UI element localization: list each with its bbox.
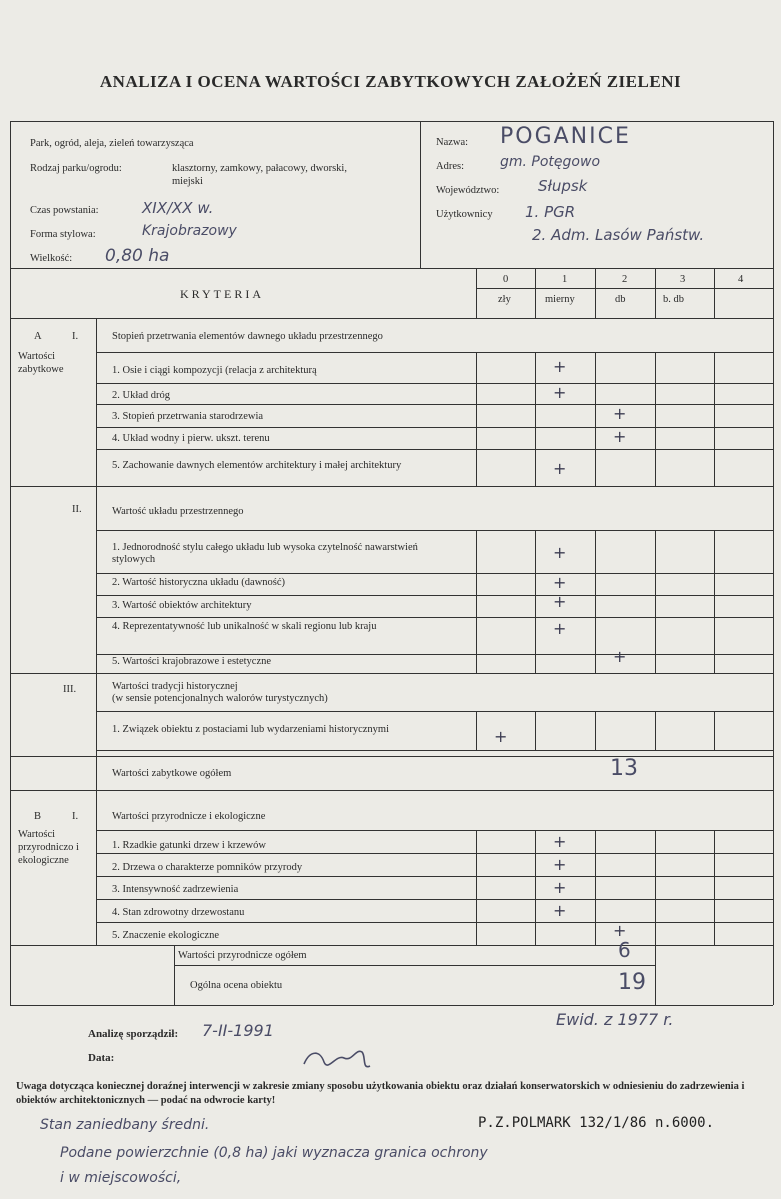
criteria-header-bottom (10, 318, 773, 319)
handwritten-note-3: i w miejscowości, (60, 1170, 182, 1186)
mark-a2-4: + (553, 619, 567, 638)
grid-line (476, 530, 477, 673)
grid-line (96, 404, 773, 405)
section-a-code: A (34, 331, 42, 342)
grid-line (655, 711, 656, 750)
mark-a2-5: + (613, 647, 627, 666)
section-a-roman2: II. (72, 504, 82, 515)
grid-line (714, 711, 715, 750)
users-value-1: 1. PGR (525, 203, 576, 221)
grid-line (174, 945, 175, 1005)
a2-item-2: 2. Wartość historyczna układu (dawność) (112, 577, 286, 588)
criteria-subheader-line (476, 288, 773, 289)
grid-line (714, 352, 715, 486)
col-1: 1 (562, 274, 568, 285)
park-kind-options: klasztorny, zamkowy, pałacowy, dworski, (172, 163, 347, 174)
b1-item-1: 1. Rzadkie gatunki drzew i krzewów (112, 840, 266, 851)
grid-line (10, 790, 773, 791)
grid-line (595, 268, 596, 318)
size-label: Wielkość: (30, 253, 73, 264)
creation-time-value: XIX/XX w. (142, 199, 214, 217)
section-a-name: Wartości zabytkowe (18, 351, 64, 375)
grid-line (714, 830, 715, 945)
section-a-roman3: III. (63, 684, 77, 695)
a3-item-1: 1. Związek obiektu z postaciami lub wydarzeniami historycznymi (112, 724, 389, 735)
grid-line (595, 352, 596, 486)
frame-top (10, 121, 773, 122)
frame-bottom (10, 1005, 773, 1006)
signature (300, 1040, 380, 1080)
handwritten-note-1: Stan zaniedbany średni. (40, 1117, 210, 1133)
mark-a1-2: + (553, 383, 567, 402)
frame-left (10, 121, 11, 1005)
section-a-roman1: I. (72, 331, 79, 342)
grid-line (655, 530, 656, 673)
col-3-name: b. db (663, 294, 684, 305)
grid-line (96, 427, 773, 428)
grid-line (96, 830, 773, 831)
section-b-code: B (34, 811, 42, 822)
a2-item-4: 4. Reprezentatywność lub unikalność w skali regionu lub kraju (112, 621, 377, 632)
date-label: Data: (88, 1052, 115, 1064)
a2-item-3: 3. Wartość obiektów architektury (112, 600, 252, 611)
park-kind-options-2: miejski (172, 176, 203, 187)
section-a-total-label: Wartości zabytkowe ogółem (112, 768, 232, 779)
col-3: 3 (680, 274, 686, 285)
grid-line (174, 965, 655, 966)
grid-line (10, 756, 773, 757)
criteria-heading: KRYTERIA (180, 287, 264, 301)
voivodeship-value: Słupsk (538, 177, 588, 195)
grid-line (96, 654, 773, 655)
grid-line (655, 352, 656, 486)
col-2-name: db (615, 294, 626, 305)
group-a1-title: Stopień przetrwania elementów dawnego układu przestrzennego (112, 331, 383, 342)
overall-value: 19 (618, 970, 646, 995)
mark-a1-3: + (613, 404, 627, 423)
park-kind-label: Rodzaj parku/ogrodu: (30, 163, 122, 174)
grid-line (96, 595, 773, 596)
b1-item-3: 3. Intensywność zadrzewienia (112, 884, 239, 895)
header-divider (420, 121, 421, 268)
a1-item-2: 2. Układ dróg (112, 390, 171, 401)
grid-line (96, 449, 773, 450)
grid-line (655, 268, 656, 318)
grid-line (10, 673, 773, 674)
mark-a3-1: + (494, 727, 508, 746)
section-b-total-value: 6 (618, 938, 631, 962)
a1-item-4: 4. Układ wodny i pierw. ukszt. terenu (112, 433, 270, 444)
address-label: Adres: (436, 161, 464, 172)
col-0-name: zły (498, 294, 511, 305)
creation-time-label: Czas powstania: (30, 205, 99, 216)
grid-line (96, 352, 773, 353)
grid-line (476, 352, 477, 486)
grid-line (96, 617, 773, 618)
address-value: gm. Potęgowo (500, 154, 601, 170)
grid-line (714, 530, 715, 673)
park-type-label: Park, ogród, aleja, zieleń towarzysząca (30, 138, 194, 149)
grid-line (96, 573, 773, 574)
mark-b-5: + (613, 921, 627, 940)
grid-line (535, 268, 536, 318)
grid-line (96, 899, 773, 900)
grid-line (96, 750, 773, 751)
style-label: Forma stylowa: (30, 229, 96, 240)
mark-a2-2: + (553, 573, 567, 592)
grid-line (535, 352, 536, 486)
group-b1-title: Wartości przyrodnicze i ekologiczne (112, 811, 266, 822)
mark-a2-3: + (553, 592, 567, 611)
grid-line (96, 530, 773, 531)
name-label: Nazwa: (436, 137, 469, 148)
mark-a1-5: + (553, 459, 567, 478)
mark-b-2: + (553, 855, 567, 874)
b1-item-4: 4. Stan zdrowotny drzewostanu (112, 907, 245, 918)
mark-b-3: + (553, 878, 567, 897)
prepared-by-value: 7-II-1991 (202, 1021, 274, 1040)
grid-line (655, 945, 656, 1005)
name-value: POGANICE (500, 124, 631, 149)
col-4: 4 (738, 274, 744, 285)
grid-line (476, 711, 477, 750)
voivodeship-label: Województwo: (436, 185, 500, 196)
frame-right (773, 121, 774, 1005)
grid-line (595, 530, 596, 673)
a2-item-5: 5. Wartości krajobrazowe i estetyczne (112, 656, 272, 667)
form-title: ANALIZA I OCENA WARTOŚCI ZABYTKOWYCH ZAŁOŻEŃ ZIELENI (99, 72, 682, 91)
size-value: 0,80 ha (105, 246, 170, 266)
b1-item-5: 5. Znaczenie ekologiczne (112, 930, 219, 941)
users-value-2: 2. Adm. Lasów Państw. (532, 226, 705, 244)
grid-line (96, 876, 773, 877)
group-a3-subtitle: (w sensie potencjonalnych walorów turystycznych) (112, 693, 328, 704)
a2-item-1: 1. Jednorodność stylu całego układu lub wysoka czytelność nawarstwień stylowych (112, 542, 418, 565)
style-value: Krajobrazowy (142, 223, 237, 239)
col-1-name: mierny (545, 294, 575, 305)
registry-note: Ewid. z 1977 r. (556, 1010, 674, 1029)
grid-line (535, 711, 536, 750)
grid-line (96, 383, 773, 384)
a1-item-1: 1. Osie i ciągi kompozycji (relacja z architekturą (112, 365, 317, 376)
b1-item-2: 2. Drzewa o charakterze pomników przyrody (112, 862, 303, 873)
users-label: Użytkownicy (436, 209, 493, 220)
mark-a1-4: + (613, 427, 627, 446)
group-a3-title: Wartości tradycji historycznej (112, 681, 238, 692)
handwritten-note-2: Podane powierzchnie (0,8 ha) jaki wyznacza granica ochrony (60, 1145, 488, 1161)
grid-line (655, 830, 656, 945)
grid-line (96, 853, 773, 854)
grid-line (10, 486, 773, 487)
grid-line (595, 830, 596, 945)
mark-a1-1: + (553, 357, 567, 376)
a1-item-5: 5. Zachowanie dawnych elementów architektury i małej architektury (112, 460, 402, 471)
grid-line (96, 922, 773, 923)
mark-b-1: + (553, 832, 567, 851)
section-b-total-label: Wartości przyrodnicze ogółem (178, 950, 307, 961)
grid-line (96, 711, 773, 712)
col-2: 2 (622, 274, 628, 285)
col-0: 0 (503, 274, 509, 285)
grid-line (96, 756, 97, 790)
prepared-by-label: Analizę sporządził: (88, 1028, 179, 1040)
mark-a2-1: + (553, 543, 567, 562)
print-code: P.Z.POLMARK 132/1/86 n.6000. (478, 1115, 715, 1131)
group-a2-title: Wartość układu przestrzennego (112, 506, 244, 517)
grid-line (714, 268, 715, 318)
section-a-total-value: 13 (610, 756, 638, 781)
criteria-header-top (10, 268, 773, 269)
section-b-roman1: I. (72, 811, 79, 822)
grid-line (535, 830, 536, 945)
grid-line (476, 268, 477, 318)
overall-label: Ogólna ocena obiektu (190, 980, 283, 991)
section-b-name: Wartości przyrodniczo i ekologiczne (18, 829, 79, 866)
grid-line (476, 830, 477, 945)
grid-line (10, 945, 773, 946)
a1-item-3: 3. Stopień przetrwania starodrzewia (112, 411, 264, 422)
grid-line (595, 711, 596, 750)
grid-line (535, 530, 536, 673)
warning-note: Uwaga dotycząca koniecznej doraźnej interwencji w zakresie zmiany sposobu użytkowania obiektu oraz działań konserwatorskich w odniesieniu do zadrzewienia i obiektów architektonicznych — podać na odwrocie karty! (16, 1081, 745, 1106)
mark-b-4: + (553, 901, 567, 920)
